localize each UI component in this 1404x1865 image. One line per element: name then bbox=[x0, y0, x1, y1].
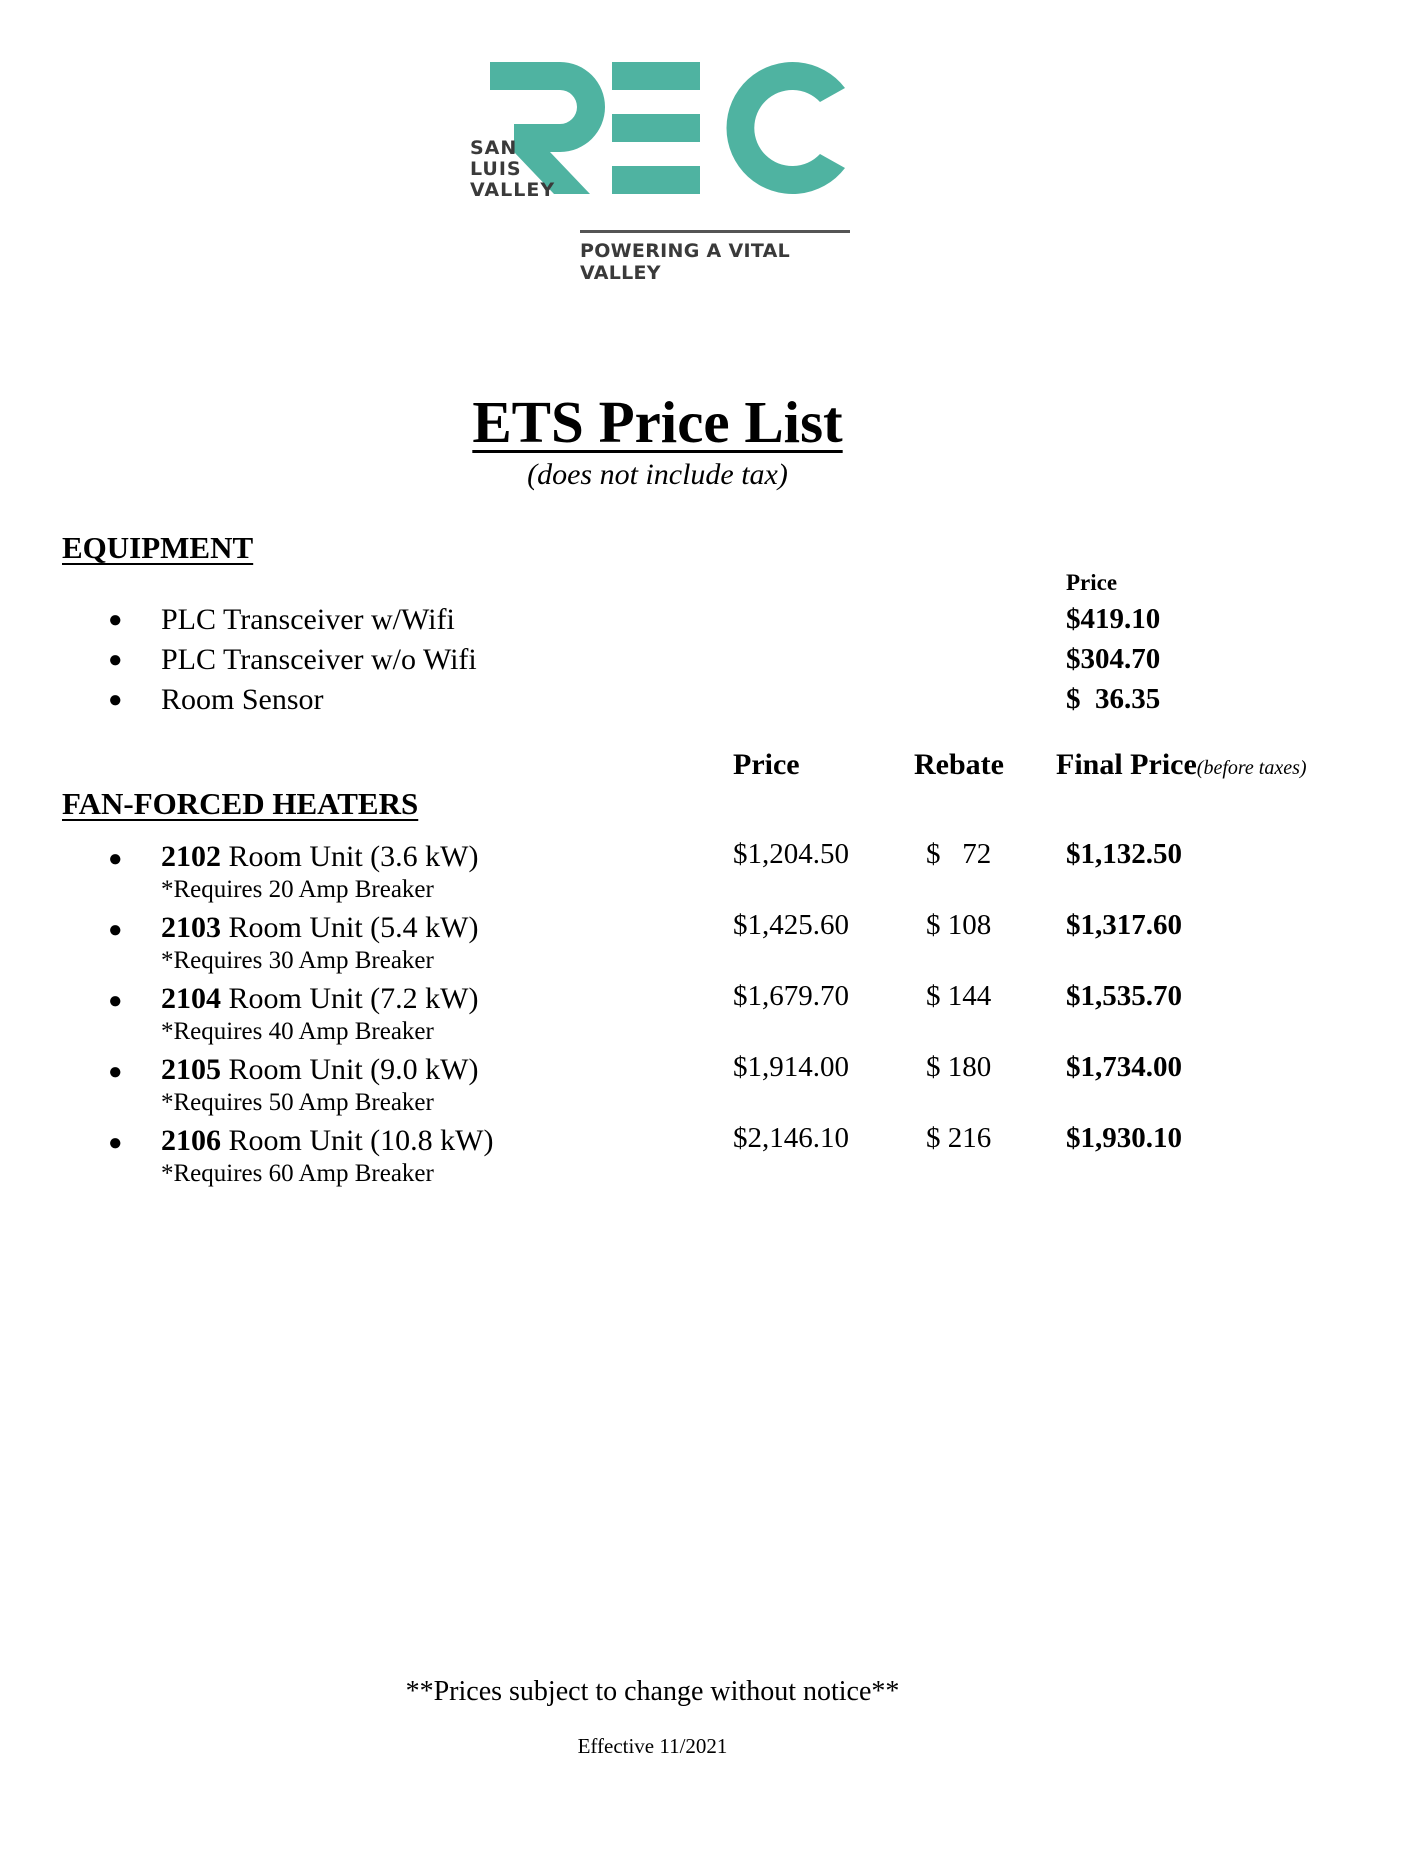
heater-rebate: $ 72 bbox=[926, 838, 992, 870]
heater-price: $1,204.50 bbox=[733, 838, 849, 870]
heater-price: $2,146.10 bbox=[733, 1122, 849, 1154]
heater-rebate: $ 216 bbox=[926, 1122, 992, 1154]
bullet-icon: ● bbox=[108, 607, 123, 633]
heaters-price-header: Price bbox=[733, 748, 800, 781]
bullet-icon: ● bbox=[108, 687, 123, 713]
equipment-item-name: PLC Transceiver w/o Wifi bbox=[161, 643, 477, 676]
heaters-heading: FAN-FORCED HEATERS bbox=[62, 786, 419, 821]
final-price-note: (before taxes) bbox=[1196, 757, 1307, 779]
heater-final-price: $1,535.70 bbox=[1066, 980, 1182, 1012]
page-title: ETS Price List bbox=[472, 389, 843, 455]
heater-note: *Requires 50 Amp Breaker bbox=[161, 1089, 434, 1116]
heater-item: 2104 Room Unit (7.2 kW) bbox=[161, 982, 479, 1015]
logo-tagline: POWERING A VITAL VALLEY bbox=[580, 240, 791, 284]
heater-price: $1,914.00 bbox=[733, 1051, 849, 1083]
bullet-icon: ● bbox=[108, 988, 123, 1014]
heater-item: 2103 Room Unit (5.4 kW) bbox=[161, 911, 479, 944]
heater-final-price: $1,317.60 bbox=[1066, 909, 1182, 941]
heater-note: *Requires 30 Amp Breaker bbox=[161, 947, 434, 974]
heater-note: *Requires 60 Amp Breaker bbox=[161, 1160, 434, 1187]
heater-final-price: $1,930.10 bbox=[1066, 1122, 1182, 1154]
equipment-item-price: $419.10 bbox=[1066, 603, 1161, 635]
equipment-item-price: $304.70 bbox=[1066, 643, 1161, 675]
heater-price: $1,679.70 bbox=[733, 980, 849, 1012]
equipment-item-name: Room Sensor bbox=[161, 683, 324, 716]
bullet-icon: ● bbox=[108, 1059, 123, 1085]
bullet-icon: ● bbox=[108, 1130, 123, 1156]
equipment-heading: EQUIPMENT bbox=[62, 530, 254, 565]
rec-logo bbox=[470, 58, 850, 284]
bullet-icon: ● bbox=[108, 647, 123, 673]
heater-note: *Requires 20 Amp Breaker bbox=[161, 876, 434, 903]
heater-rebate: $ 108 bbox=[926, 909, 992, 941]
heater-rebate: $ 180 bbox=[926, 1051, 992, 1083]
heaters-rebate-header: Rebate bbox=[914, 748, 1004, 781]
price-notice: **Prices subject to change without notice** bbox=[405, 1676, 900, 1707]
heater-price: $1,425.60 bbox=[733, 909, 849, 941]
heater-final-price: $1,132.50 bbox=[1066, 838, 1182, 870]
bullet-icon: ● bbox=[108, 846, 123, 872]
heater-item: 2102 Room Unit (3.6 kW) bbox=[161, 840, 479, 873]
logo-side-text: SAN LUIS VALLEY bbox=[470, 137, 556, 201]
heater-rebate: $ 144 bbox=[926, 980, 992, 1012]
heater-note: *Requires 40 Amp Breaker bbox=[161, 1018, 434, 1045]
equipment-price-header: Price bbox=[1066, 570, 1118, 595]
heater-item: 2105 Room Unit (9.0 kW) bbox=[161, 1053, 479, 1086]
heater-item: 2106 Room Unit (10.8 kW) bbox=[161, 1124, 494, 1157]
equipment-item-name: PLC Transceiver w/Wifi bbox=[161, 603, 455, 636]
logo-rule bbox=[580, 230, 850, 233]
page-subtitle: (does not include tax) bbox=[527, 458, 788, 491]
heater-final-price: $1,734.00 bbox=[1066, 1051, 1182, 1083]
equipment-item-price: $ 36.35 bbox=[1066, 683, 1161, 715]
effective-date: Effective 11/2021 bbox=[577, 1734, 728, 1758]
heaters-final-header: Final Price(before taxes) bbox=[1056, 748, 1307, 781]
bullet-icon: ● bbox=[108, 917, 123, 943]
